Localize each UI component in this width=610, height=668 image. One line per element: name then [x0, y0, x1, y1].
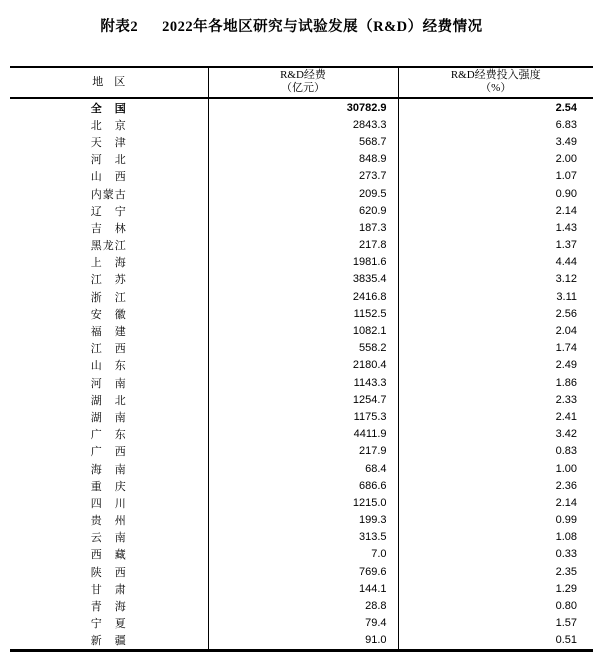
region-cell: 青 海: [90, 601, 127, 614]
intensity-cell: 6.83: [398, 116, 593, 133]
table-row: [10, 512, 593, 529]
intensity-cell: 2.36: [398, 477, 593, 494]
intensity-cell: 2.04: [398, 322, 593, 339]
region-cell: 吉 林: [90, 222, 127, 235]
table-row: [10, 443, 593, 460]
intensity-cell: 3.11: [398, 288, 593, 305]
region-cell: 四 川: [90, 497, 127, 510]
region-cell: 陕 西: [90, 566, 127, 579]
table-row: [10, 391, 593, 408]
table-title-text: 2022年各地区研究与试验发展（R&D）经费情况: [162, 19, 483, 35]
table-row: [10, 597, 593, 614]
expenditure-cell: 568.7: [208, 133, 398, 150]
header-region-label: 地 区: [92, 75, 126, 88]
table-row: [10, 305, 593, 322]
intensity-cell: 3.49: [398, 133, 593, 150]
header-intensity: [398, 67, 593, 98]
region-cell: 山 西: [90, 171, 127, 184]
expenditure-cell: 620.9: [208, 202, 398, 219]
region-cell: 甘 肃: [90, 583, 127, 596]
table-row: [10, 580, 593, 597]
region-cell: 北 京: [90, 119, 127, 132]
table-row: [10, 615, 593, 632]
intensity-cell: 4.44: [398, 254, 593, 271]
expenditure-cell: 199.3: [208, 512, 398, 529]
table-row: [10, 133, 593, 150]
region-cell: 河 北: [90, 154, 127, 167]
region-cell: 浙 江: [90, 291, 127, 304]
expenditure-cell: 91.0: [208, 632, 398, 651]
table-number-label: 附表2: [100, 19, 139, 35]
intensity-cell: 1.43: [398, 219, 593, 236]
intensity-cell: 1.07: [398, 168, 593, 185]
header-intensity-unit: （%）: [480, 82, 512, 94]
intensity-cell: 2.41: [398, 408, 593, 425]
expenditure-cell: 313.5: [208, 529, 398, 546]
intensity-cell: 0.83: [398, 443, 593, 460]
expenditure-cell: 79.4: [208, 615, 398, 632]
intensity-cell: 3.12: [398, 271, 593, 288]
region-cell: 福 建: [90, 326, 127, 339]
header-region: [10, 67, 208, 98]
table-row: [10, 322, 593, 339]
expenditure-cell: 144.1: [208, 580, 398, 597]
intensity-cell: 1.57: [398, 615, 593, 632]
expenditure-cell: 686.6: [208, 477, 398, 494]
expenditure-cell: 769.6: [208, 563, 398, 580]
table-row: [10, 98, 593, 116]
table-header: [10, 67, 593, 98]
table-row: [10, 219, 593, 236]
table-row: [10, 460, 593, 477]
header-row: [10, 67, 593, 98]
rd-expenditure-table: [10, 66, 593, 652]
expenditure-cell: 187.3: [208, 219, 398, 236]
expenditure-cell: 1082.1: [208, 322, 398, 339]
header-expenditure-unit: （亿元）: [281, 82, 325, 94]
region-cell: 西 藏: [90, 549, 127, 562]
expenditure-cell: 1143.3: [208, 374, 398, 391]
header-expenditure: [208, 67, 398, 98]
region-cell: 江 西: [90, 343, 127, 356]
intensity-cell: 2.00: [398, 151, 593, 168]
expenditure-cell: 1175.3: [208, 408, 398, 425]
region-cell: 广 东: [90, 429, 127, 442]
region-cell: 海 南: [90, 463, 127, 476]
expenditure-cell: 2180.4: [208, 357, 398, 374]
table-row: [10, 546, 593, 563]
table-row: [10, 288, 593, 305]
region-cell: 河 南: [90, 377, 127, 390]
expenditure-cell: 7.0: [208, 546, 398, 563]
intensity-cell: 1.29: [398, 580, 593, 597]
table-row: [10, 237, 593, 254]
region-cell: 云 南: [90, 532, 127, 545]
table-row: [10, 340, 593, 357]
expenditure-cell: 3835.4: [208, 271, 398, 288]
table-row: [10, 426, 593, 443]
region-cell: 贵 州: [90, 515, 127, 528]
region-cell: 湖 南: [90, 411, 127, 424]
table-row: [10, 254, 593, 271]
intensity-cell: 1.37: [398, 237, 593, 254]
intensity-cell: 2.35: [398, 563, 593, 580]
intensity-cell: 0.33: [398, 546, 593, 563]
expenditure-cell: 30782.9: [208, 98, 398, 116]
region-cell: 辽 宁: [90, 205, 127, 218]
intensity-cell: 2.54: [398, 98, 593, 116]
intensity-cell: 0.99: [398, 512, 593, 529]
table-row: [10, 408, 593, 425]
table-row: [10, 151, 593, 168]
table-row: [10, 494, 593, 511]
expenditure-cell: 273.7: [208, 168, 398, 185]
region-cell: 江 苏: [90, 274, 127, 287]
region-cell: 宁 夏: [90, 618, 127, 631]
intensity-cell: 1.86: [398, 374, 593, 391]
expenditure-cell: 1254.7: [208, 391, 398, 408]
region-cell: 重 庆: [90, 480, 127, 493]
table-row: [10, 632, 593, 651]
table-row: [10, 357, 593, 374]
region-cell: 山 东: [90, 360, 127, 373]
table-row: [10, 202, 593, 219]
expenditure-cell: 28.8: [208, 597, 398, 614]
table-row: [10, 529, 593, 546]
intensity-cell: 1.74: [398, 340, 593, 357]
intensity-cell: 0.90: [398, 185, 593, 202]
header-intensity-label: R&D经费投入强度: [450, 69, 541, 81]
region-cell: 天 津: [90, 136, 127, 149]
expenditure-cell: 2416.8: [208, 288, 398, 305]
table-body: [10, 98, 593, 651]
table-row: [10, 116, 593, 133]
region-cell: 内蒙古: [90, 188, 127, 201]
table-row: [10, 271, 593, 288]
expenditure-cell: 4411.9: [208, 426, 398, 443]
expenditure-cell: 217.9: [208, 443, 398, 460]
expenditure-cell: 558.2: [208, 340, 398, 357]
region-cell: 广 西: [90, 446, 127, 459]
table-row: [10, 168, 593, 185]
intensity-cell: 2.14: [398, 494, 593, 511]
region-cell: 全 国: [90, 102, 127, 115]
region-cell: 湖 北: [90, 394, 127, 407]
intensity-cell: 2.49: [398, 357, 593, 374]
expenditure-cell: 1215.0: [208, 494, 398, 511]
expenditure-cell: 2843.3: [208, 116, 398, 133]
intensity-cell: 0.51: [398, 632, 593, 651]
region-cell: 安 徽: [90, 308, 127, 321]
intensity-cell: 1.08: [398, 529, 593, 546]
intensity-cell: 1.00: [398, 460, 593, 477]
expenditure-cell: 209.5: [208, 185, 398, 202]
header-expenditure-label: R&D经费: [280, 69, 326, 81]
intensity-cell: 0.80: [398, 597, 593, 614]
region-cell: 黑龙江: [90, 240, 127, 253]
page-title: [0, 15, 583, 36]
expenditure-cell: 217.8: [208, 237, 398, 254]
expenditure-cell: 68.4: [208, 460, 398, 477]
region-cell: 新 疆: [90, 635, 127, 648]
intensity-cell: 2.56: [398, 305, 593, 322]
intensity-cell: 2.33: [398, 391, 593, 408]
expenditure-cell: 848.9: [208, 151, 398, 168]
expenditure-cell: 1981.6: [208, 254, 398, 271]
table-row: [10, 477, 593, 494]
intensity-cell: 2.14: [398, 202, 593, 219]
table-row: [10, 185, 593, 202]
expenditure-cell: 1152.5: [208, 305, 398, 322]
table-row: [10, 563, 593, 580]
table-row: [10, 374, 593, 391]
intensity-cell: 3.42: [398, 426, 593, 443]
region-cell: 上 海: [90, 257, 127, 270]
